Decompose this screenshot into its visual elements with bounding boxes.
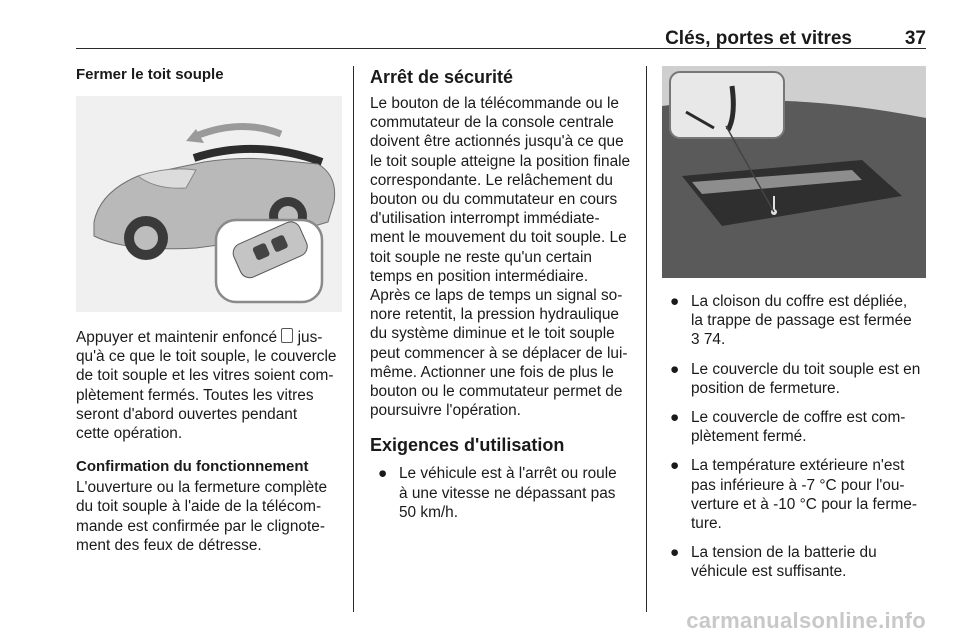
bullet-icon: ● — [670, 360, 680, 378]
car-with-remote-figure — [76, 96, 342, 312]
column-divider — [646, 66, 647, 612]
section-heading: Fermer le toit souple — [76, 66, 224, 83]
column-divider — [353, 66, 354, 612]
subsection-heading: Confirmation du fonctionnement — [76, 458, 309, 476]
bullet-icon: ● — [378, 465, 388, 483]
safety-paragraph: Le bouton de la télécommande ou le commutateur de la console centrale doivent être actionnés jusqu'à ce que le toit souple atteigne la position finale correspondante. Le relâchement du bouton ou du commutateur en cours d'utilisation interrompt immédiate- ment le mouvement du toit souple. Le toit souple ne reste qu'un certain temps en position intermédiaire. Après ce laps de temps un signal so- nore retentit, la pression hydraulique du système diminue et le toit souple peut commencer à se déplacer de lui- même. Actionner une fois de plus le bouton ou le commutateur permet de poursuivre l'opération. — [370, 95, 631, 420]
page-reference-link[interactable]: 74. — [703, 331, 726, 349]
instruction-paragraph: Appuyer et maintenir enfoncé jus- qu'à ce que le toit souple, le couvercle de toit souple et les vitres soient com- plètement fermés. Toutes les vitres seront d'abord ouvertes pendant cette opération. — [76, 329, 337, 443]
bullet-icon: ● — [670, 457, 680, 475]
bullet-icon: ● — [670, 409, 680, 427]
roof-button-icon — [281, 328, 293, 343]
list-item: ● Le couvercle du toit souple est en position de fermeture. — [670, 360, 921, 397]
watermark: carmanualsonline.info — [686, 608, 926, 633]
column-right — [662, 66, 926, 582]
column-middle — [370, 66, 634, 522]
page-header — [76, 22, 926, 49]
trunk-partition-illustration — [662, 66, 926, 278]
list-item: ● La température extérieure n'est pas inférieure à -7 °C pour l'ou- verture et à -10 °C pour la ferme- ture. — [670, 457, 917, 533]
page-number: 37 — [904, 28, 926, 49]
section-heading: Exigences d'utilisation — [370, 435, 565, 456]
page-reference-arrow-icon: 3 — [691, 331, 700, 349]
confirmation-paragraph: L'ouverture ou la fermeture complète du toit souple à l'aide de la télécom- mande est confirmée par le clignote- ment des feux de détresse. — [76, 479, 328, 554]
requirements-list-continued — [662, 292, 926, 582]
list-item: ● La cloison du coffre est dépliée, la trappe de passage est fermée 3 74. — [670, 293, 912, 349]
list-item: ● Le véhicule est à l'arrêt ou roule à une vitesse ne dépassant pas 50 km/h. — [378, 465, 617, 521]
section-title: Clés, portes et vitres — [665, 28, 852, 49]
convertible-car-illustration — [76, 96, 342, 312]
requirements-list — [370, 464, 634, 522]
trunk-figure — [662, 66, 926, 278]
section-heading: Arrêt de sécurité — [370, 67, 514, 87]
column-left — [76, 66, 342, 555]
list-item: ● La tension de la batterie du véhicule est suffisante. — [670, 544, 877, 581]
list-item: ● Le couvercle de coffre est com- plètement fermé. — [670, 409, 906, 446]
bullet-icon: ● — [670, 544, 680, 562]
bullet-icon: ● — [670, 293, 680, 310]
